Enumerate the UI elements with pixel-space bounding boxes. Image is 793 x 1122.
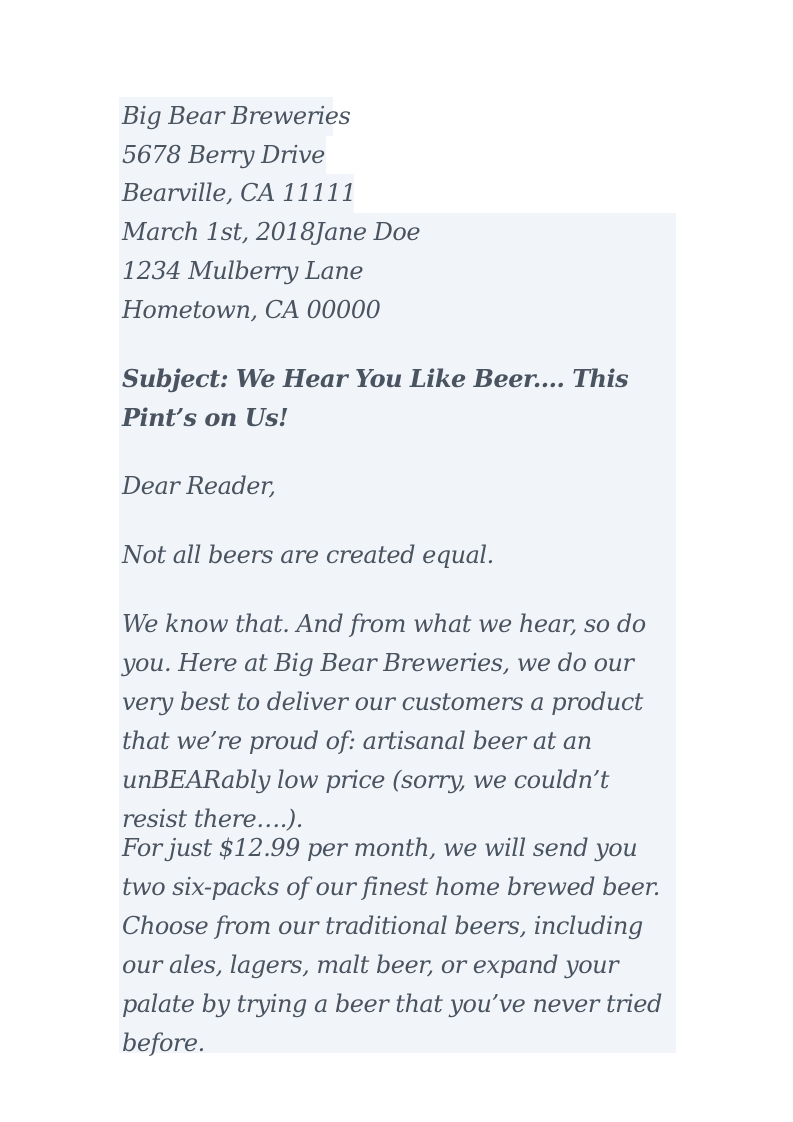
salutation: Dear Reader, (122, 472, 276, 500)
paragraph-2: We know that. And from what we hear, so do you. Here at Big Bear Breweries, we do our very best to deliver our customers a product that we’re proud of: artisanal beer at an unBEARably low price (sorry, we couldn’t resist there….). (122, 610, 646, 833)
subject-line: Subject: We Hear You Like Beer.... This Pint’s on Us! (122, 364, 629, 432)
date-and-recipient-name: March 1st, 2018Jane Doe (122, 218, 421, 246)
recipient-city-line: Hometown, CA 00000 (122, 296, 381, 324)
sender-city-line: Bearville, CA 11111 (119, 174, 354, 213)
sender-street: 5678 Berry Drive (119, 136, 326, 175)
paragraph-1: Not all beers are created equal. (122, 541, 494, 569)
sender-company: Big Bear Breweries (119, 97, 333, 136)
paragraph-3: For just $12.99 per month, we will send you two six-packs of our finest home brewed beer. Choose from our traditional beers, including our ales, lagers, malt beer, or expand your palate by trying a beer that you’ve never tried before. (122, 834, 662, 1057)
recipient-street: 1234 Mulberry Lane (122, 257, 364, 285)
